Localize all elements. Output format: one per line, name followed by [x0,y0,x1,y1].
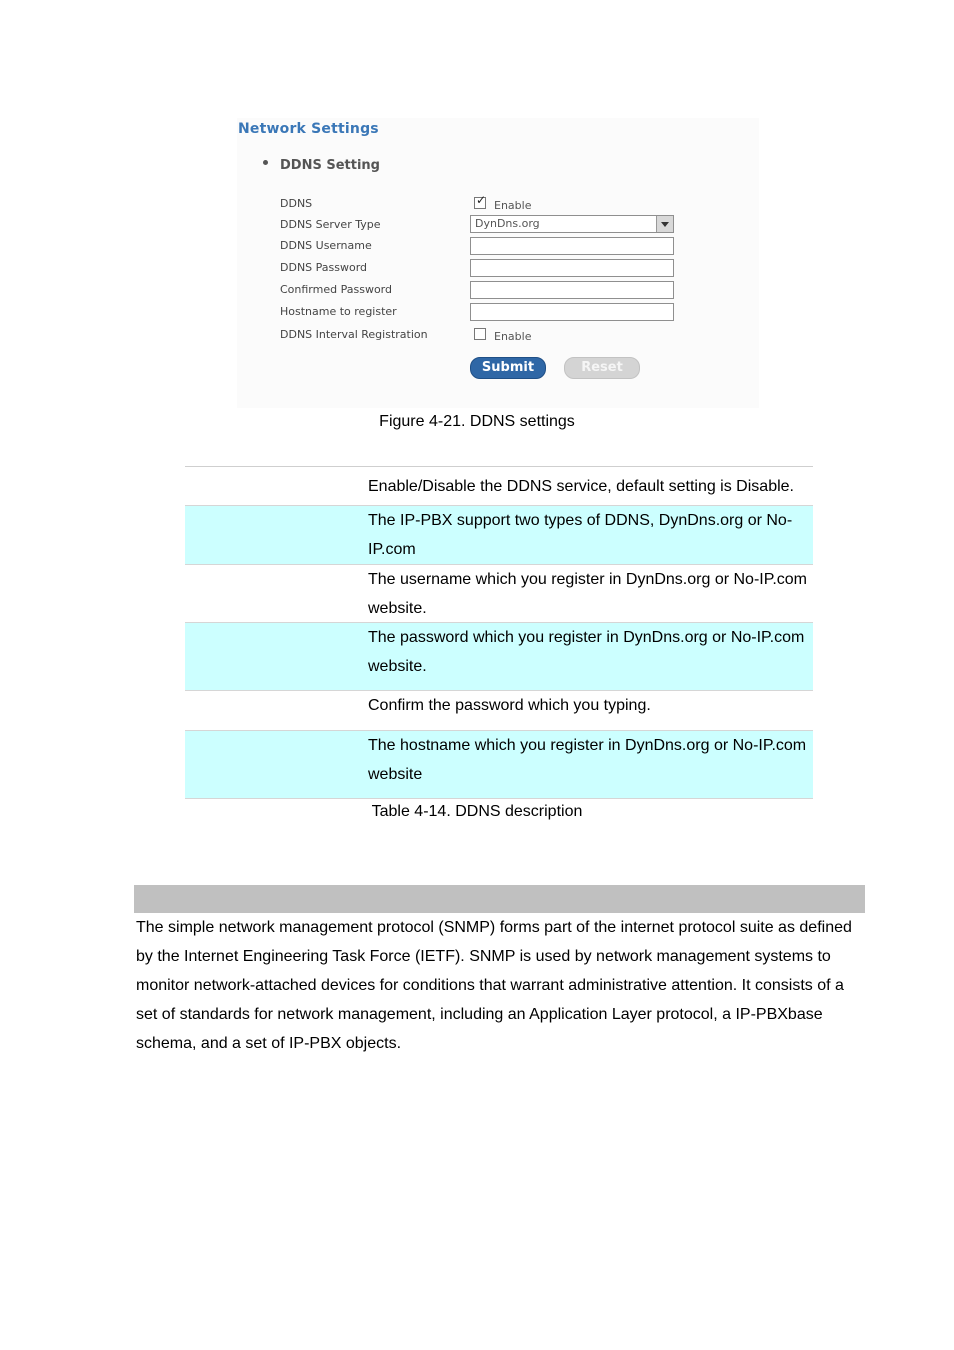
interval-enable-checkbox[interactable] [474,328,486,340]
section-heading-bar [134,885,865,913]
table-row [185,691,813,731]
table-cell-description: The password which you register in DynDns.org or No-IP.com website. [368,629,805,675]
table-cell-description: The hostname which you register in DynDns.org or No-IP.com website [368,737,807,783]
label-confirmed-password: Confirmed Password [280,283,392,296]
ddns-username-input[interactable] [470,237,674,255]
table-row [185,506,813,565]
hostname-input[interactable] [470,303,674,321]
label-interval-registration: DDNS Interval Registration [280,328,428,341]
bullet-icon [263,160,268,165]
label-ddns-server-type: DDNS Server Type [280,218,381,231]
label-ddns: DDNS [280,197,313,210]
table-row [185,731,813,799]
submit-button[interactable]: Submit [470,357,546,379]
section-title: DDNS Setting [280,158,380,173]
figure-caption: Figure 4-21. DDNS settings [379,413,575,430]
table-cell-description: Confirm the password which you typing. [368,697,651,714]
label-hostname: Hostname to register [280,305,397,318]
ddns-settings-panel [237,118,759,408]
table-caption: Table 4-14. DDNS description [371,803,583,820]
interval-enable-label: Enable [494,330,532,343]
ddns-enable-checkbox[interactable] [474,193,487,209]
ddns-enable-label: Enable [494,199,532,212]
checkmark-icon: ✓ [476,193,487,207]
snmp-paragraph: The simple network management protocol (SNMP) forms part of the internet protocol suite as defined by the Internet Engineering Task Force (IETF). SNMP is used by network management systems to monitor network-attached devices for conditions that warrant administrative attention. It consists of a set of standards for network management, including an Application Layer protocol, a IP-PBXbase schema, and a set of IP-PBX objects. [136,919,852,1052]
table-cell-description: Enable/Disable the DDNS service, default setting is Disable. [368,478,794,495]
table-row [185,565,813,623]
label-ddns-username: DDNS Username [280,239,372,252]
label-ddns-password: DDNS Password [280,261,368,274]
ddns-password-input[interactable] [470,259,674,277]
ddns-description-table [185,466,813,799]
table-row [185,467,813,506]
table-row [185,623,813,691]
panel-title: Network Settings [238,121,379,137]
confirmed-password-input[interactable] [470,281,674,299]
ddns-server-type-select[interactable] [470,215,674,233]
table-cell-description: The IP-PBX support two types of DDNS, DynDns.org or No-IP.com [368,512,793,558]
server-type-value: DynDns.org [475,217,540,230]
table-cell-description: The username which you register in DynDns.org or No-IP.com website. [368,571,807,617]
chevron-down-icon[interactable] [656,216,673,232]
reset-button[interactable]: Reset [564,357,640,379]
